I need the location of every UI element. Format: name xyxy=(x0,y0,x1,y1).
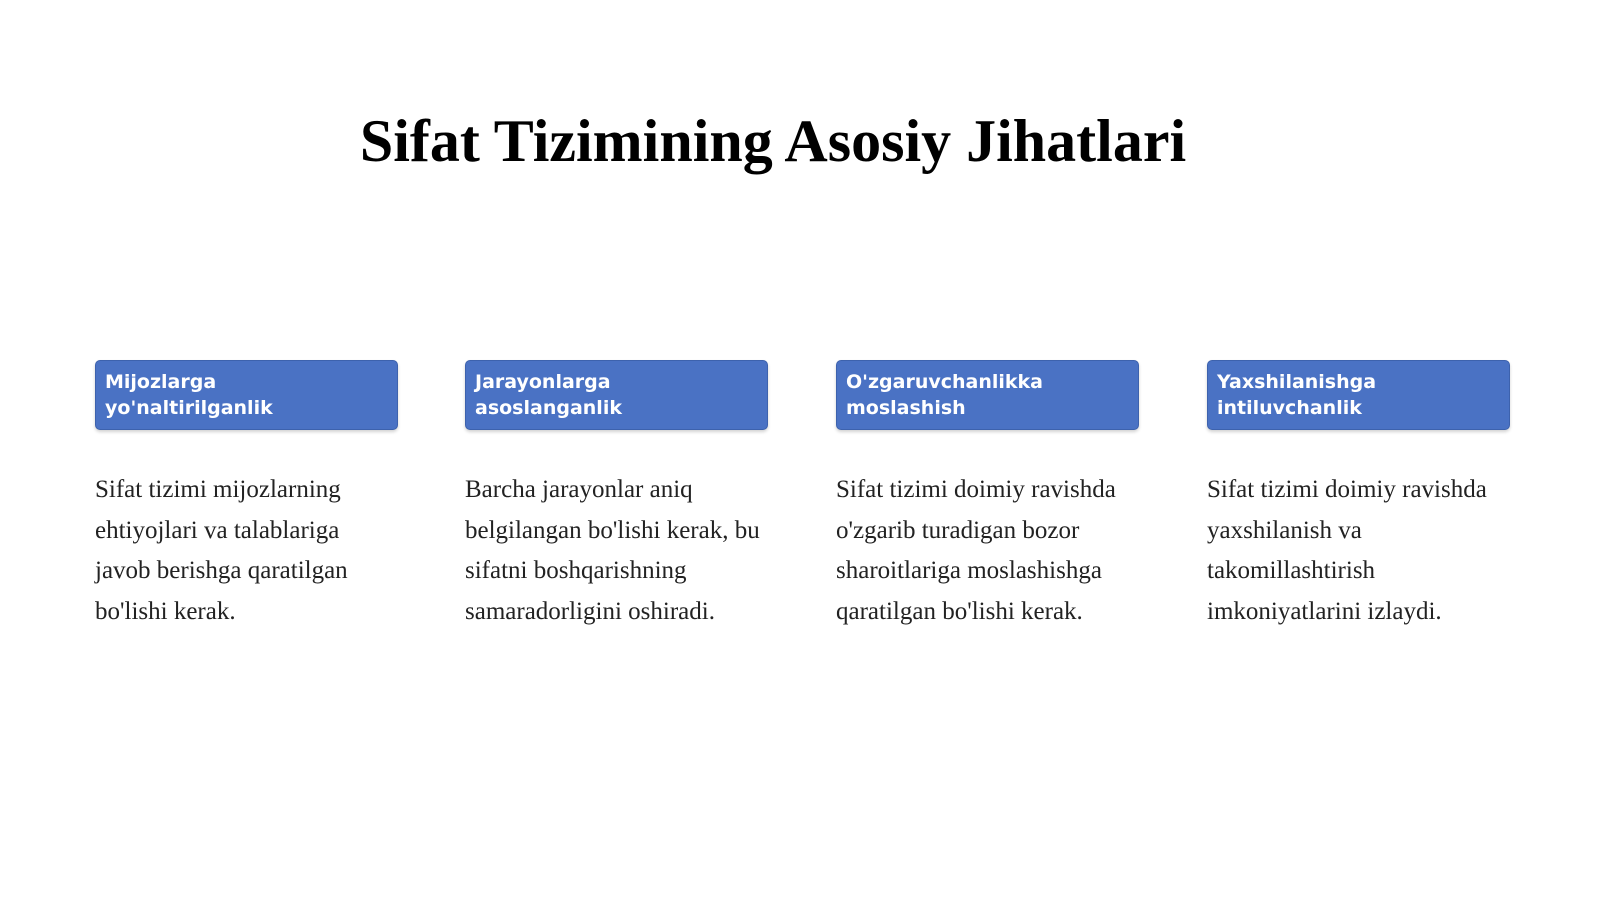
aspect-heading: O'zgaruvchanlikka moslashish xyxy=(836,360,1139,430)
aspect-card-adaptability xyxy=(836,359,1139,632)
aspect-card-improvement xyxy=(1207,359,1510,632)
aspect-heading: Jarayonlarga asoslanganlik xyxy=(465,360,768,430)
page-title: Sifat Tizimining Asosiy Jihatlari xyxy=(359,108,1187,174)
aspect-description: Barcha jarayonlar aniq belgilangan bo'lishi kerak, bu sifatni boshqarishning samaradorligini oshiradi. xyxy=(465,476,760,625)
aspect-card-process-approach xyxy=(465,359,768,632)
aspect-description: Sifat tizimi mijozlarning ehtiyojlari va talablariga javob berishga qaratilgan bo'lishi kerak. xyxy=(95,476,348,625)
aspect-description: Sifat tizimi doimiy ravishda o'zgarib turadigan bozor sharoitlariga moslashishga qaratilgan bo'lishi kerak. xyxy=(836,476,1116,625)
aspect-card-customer-focus xyxy=(95,359,398,632)
aspect-heading: Yaxshilanishga intiluvchanlik xyxy=(1207,360,1510,430)
aspect-heading: Mijozlarga yo'naltirilganlik xyxy=(95,360,398,430)
aspect-description: Sifat tizimi doimiy ravishda yaxshilanish va takomillashtirish imkoniyatlarini izlaydi. xyxy=(1207,476,1487,625)
